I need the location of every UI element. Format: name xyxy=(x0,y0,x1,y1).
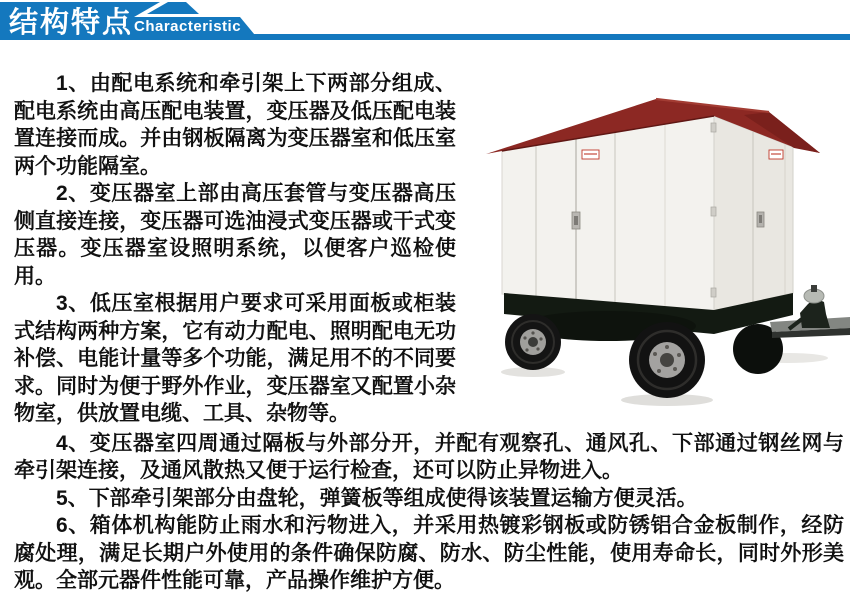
side-door-label xyxy=(769,150,783,159)
paragraph-2: 2、变压器室上部由高压套管与变压器高压侧直接连接，变压器可选油浸式变压器或干式变压器。变压器室设照明系统，以便客户巡检使用。 xyxy=(14,182,456,288)
header-banner xyxy=(0,0,850,44)
door-label xyxy=(582,150,599,159)
door-hinge xyxy=(711,207,716,216)
paragraph-5: 5、下部牵引架部分由盘轮，弹簧板等组成使得该装置运输方便灵活。 xyxy=(56,486,698,510)
intro-text-column xyxy=(0,44,458,428)
paragraph-1: 1、由配电系统和牵引架上下两部分组成、配电系统由高压配电装置，变压器及低压配电装置连接而成。并由钢板隔离为变压器室和低压室两个功能隔室。 xyxy=(14,72,456,178)
detail-section xyxy=(0,428,850,595)
paragraph-4: 4、变压器室四周通过隔板与外部分开，并配有观察孔、通风孔、下部通过钢丝网与牵引架连接，及通风散热又便于运行检查，还可以防止异物进入。 xyxy=(14,431,844,482)
front-wheel xyxy=(629,322,705,398)
door-handle xyxy=(572,212,580,229)
paragraph-3: 3、低压室根据用户要求可采用面板或柜装式结构两种方案，它有动力配电、照明配电无功补偿、电能计量等多个功能，满足用不的不同要求。同时为便于野外作业，变压器室又配置小杂物室，供放置电缆、工具、杂物等。 xyxy=(14,292,456,425)
rear-wheel xyxy=(505,314,561,370)
door-hinge xyxy=(711,123,716,132)
door-hinge xyxy=(711,288,716,297)
page-title: 结构特点 xyxy=(9,7,134,39)
transformer-trailer-illustration xyxy=(458,66,850,414)
page-subtitle: Characteristic xyxy=(134,18,242,35)
product-photo xyxy=(458,66,850,428)
intro-section xyxy=(0,44,850,428)
tow-hitch xyxy=(789,285,830,329)
side-door-handle xyxy=(757,212,764,227)
paragraph-6: 6、箱体机构能防止雨水和污物进入，并采用热镀彩钢板或防锈铝合金板制作，经防腐处理，满足长期户外使用的条件确保防腐、防水、防尘性能，使用寿命长，同时外形美观。全部元器件性能可靠，产品操作维护方便。 xyxy=(14,514,844,592)
